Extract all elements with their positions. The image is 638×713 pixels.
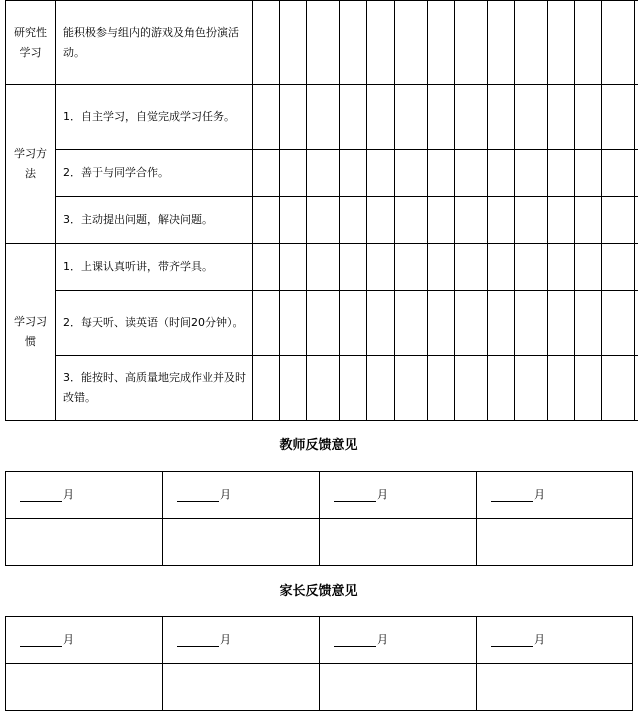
table-row bbox=[6, 85, 638, 150]
table-row bbox=[6, 356, 638, 421]
teacher-comment-2[interactable] bbox=[163, 519, 320, 566]
table-row bbox=[6, 291, 638, 356]
parent-month-2[interactable]: 月 bbox=[177, 631, 231, 647]
table-row bbox=[6, 664, 633, 711]
criterion-habit-2: 2．每天听、读英语（时间20分钟）。 bbox=[56, 291, 253, 356]
teacher-month-1[interactable]: 月 bbox=[20, 486, 74, 502]
teacher-feedback-title: 教师反馈意见 bbox=[279, 438, 358, 453]
parent-feedback-title: 家长反馈意见 bbox=[279, 584, 358, 599]
table-row bbox=[6, 519, 633, 566]
teacher-month-4[interactable]: 月 bbox=[491, 486, 545, 502]
table-row bbox=[6, 472, 633, 519]
criterion-habit-1: 1．上课认真听讲，带齐学具。 bbox=[56, 244, 253, 291]
teacher-comment-4[interactable] bbox=[477, 519, 633, 566]
teacher-comment-3[interactable] bbox=[320, 519, 477, 566]
parent-month-1[interactable]: 月 bbox=[20, 631, 74, 647]
parent-comment-2[interactable] bbox=[163, 664, 320, 711]
teacher-month-2[interactable]: 月 bbox=[177, 486, 231, 502]
table-row bbox=[6, 1, 638, 85]
parent-comment-3[interactable] bbox=[320, 664, 477, 711]
criterion-method-3: 3．主动提出问题，解决问题。 bbox=[56, 197, 253, 244]
category-research: 研究性学习 bbox=[6, 1, 56, 85]
parent-comment-4[interactable] bbox=[477, 664, 633, 711]
criterion-research-1: 能积极参与组内的游戏及角色扮演活动。 bbox=[56, 1, 253, 85]
table-row bbox=[6, 150, 638, 197]
criterion-method-2: 2．善于与同学合作。 bbox=[56, 150, 253, 197]
parent-feedback-table bbox=[5, 616, 633, 711]
parent-comment-1[interactable] bbox=[6, 664, 163, 711]
criterion-habit-3: 3．能按时、高质量地完成作业并及时改错。 bbox=[56, 356, 253, 421]
parent-month-4[interactable]: 月 bbox=[491, 631, 545, 647]
teacher-comment-1[interactable] bbox=[6, 519, 163, 566]
evaluation-table bbox=[5, 0, 638, 421]
teacher-month-3[interactable]: 月 bbox=[334, 486, 388, 502]
criterion-method-1: 1．自主学习，自觉完成学习任务。 bbox=[56, 85, 253, 150]
parent-month-3[interactable]: 月 bbox=[334, 631, 388, 647]
table-row bbox=[6, 617, 633, 664]
table-row bbox=[6, 244, 638, 291]
category-habit: 学习习惯 bbox=[6, 244, 56, 421]
teacher-feedback-table bbox=[5, 471, 633, 566]
table-row bbox=[6, 197, 638, 244]
category-method: 学习方法 bbox=[6, 85, 56, 244]
